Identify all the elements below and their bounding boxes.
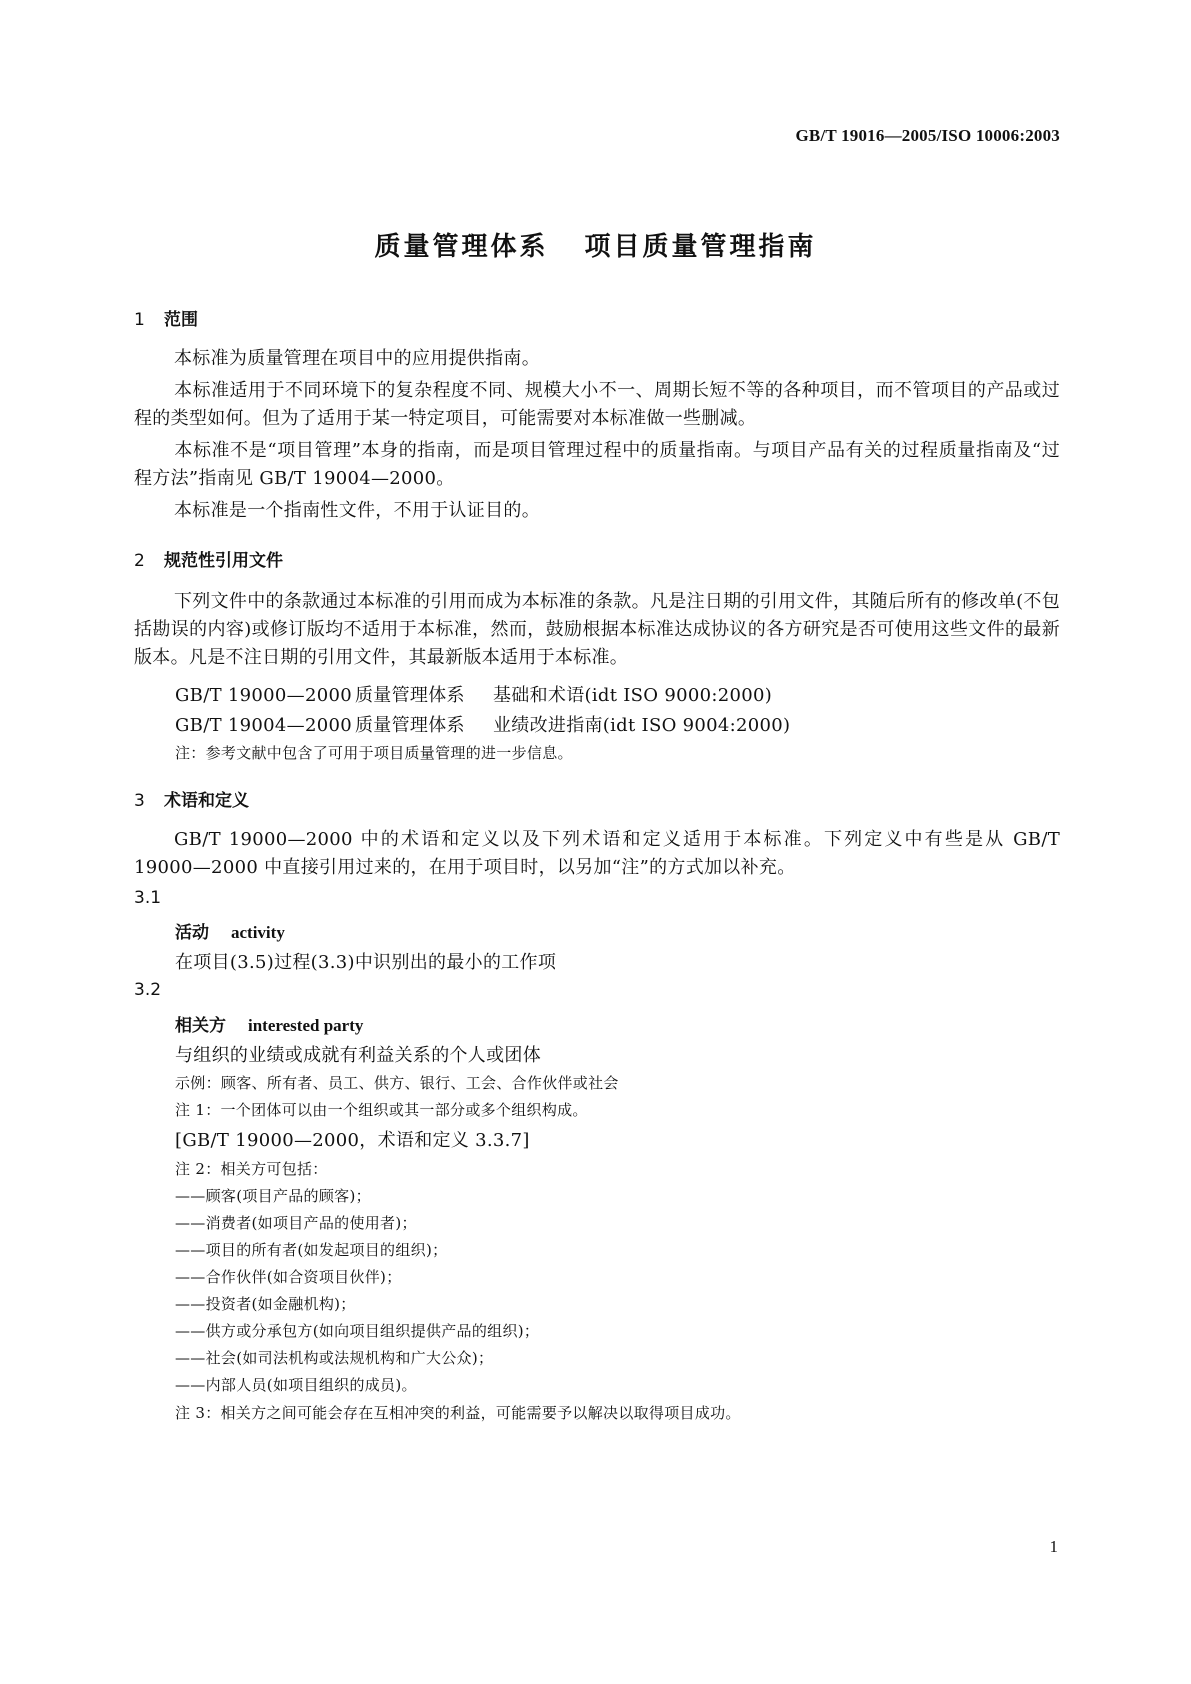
- list-item: ——内部人员(如项目组织的成员)。: [175, 1376, 417, 1394]
- section-2-para: 下列文件中的条款通过本标准的引用而成为本标准的条款。凡是注日期的引用文件，其随后所有的修改单(不包括勘误的内容)或修订版均不适用于本标准，然而，鼓励根据本标准达成协议的各方研究是否可使用这些文件的最新版本。凡是不注日期的引用文件，其最新版本适用于本标准。: [134, 591, 1060, 668]
- note-1-3-2: 注 1：一个团体可以由一个组织或其一部分或多个组织构成。: [175, 1101, 588, 1119]
- section-1-para-3: 本标准不是“项目管理”本身的指南，而是项目管理过程中的质量指南。与项目产品有关的过程质量指南及“过程方法”指南见 GB/T 19004—2000。: [134, 440, 1060, 489]
- title-part1: 质量管理体系: [374, 232, 549, 262]
- section-1-heading: 1 范围: [134, 310, 198, 330]
- standard-code: GB/T 19016—2005/ISO 10006:2003: [795, 126, 1060, 145]
- page-number: 1: [1049, 1537, 1058, 1556]
- list-item: ——投资者(如金融机构)；: [175, 1295, 356, 1313]
- list-item: ——供方或分承包方(如向项目组织提供产品的组织)；: [175, 1322, 540, 1340]
- list-item: ——合作伙伴(如合资项目伙伴)；: [175, 1268, 402, 1286]
- section-3-heading: 3 术语和定义: [134, 791, 249, 811]
- term-3-2: 相关方 interested party: [175, 1016, 364, 1036]
- clause-3-1-number: 3.1: [134, 888, 162, 908]
- example-3-2: 示例：顾客、所有者、员工、供方、银行、工会、合作伙伴或社会: [175, 1074, 619, 1092]
- term-3-1: 活动 activity: [175, 923, 285, 943]
- clause-3-2-number: 3.2: [134, 980, 162, 1000]
- note-2-3-2: 注 2：相关方可包括：: [175, 1160, 328, 1178]
- page-title: [0, 226, 1191, 263]
- title-part2: 项目质量管理指南: [584, 232, 817, 262]
- source-3-2: [GB/T 19000—2000，术语和定义 3.3.7]: [175, 1130, 530, 1151]
- list-item: ——顾客(项目产品的顾客)；: [175, 1187, 371, 1205]
- section-3-para: GB/T 19000—2000 中的术语和定义以及下列术语和定义适用于本标准。下列定义中有些是从 GB/T 19000—2000 中直接引用过来的，在用于项目时，以另加“注”的方式加以补充。: [134, 829, 1060, 878]
- section-1-para-2: 本标准适用于不同环境下的复杂程度不同、规模大小不一、周期长短不等的各种项目，而不管项目的产品或过程的类型如何。但为了适用于某一特定项目，可能需要对本标准做一些删减。: [134, 380, 1060, 429]
- section-2-note: 注：参考文献中包含了可用于项目质量管理的进一步信息。: [175, 744, 573, 762]
- list-item: ——消费者(如项目产品的使用者)；: [175, 1214, 417, 1232]
- section-1-para-4: 本标准是一个指南性文件，不用于认证目的。: [174, 500, 540, 521]
- section-2-heading: 2 规范性引用文件: [134, 551, 283, 571]
- list-item: ——项目的所有者(如发起项目的组织)；: [175, 1241, 448, 1259]
- normative-ref-1: GB/T 19000—2000 质量管理体系 基础和术语(idt ISO 9000:2000): [175, 685, 773, 706]
- definition-3-2: 与组织的业绩或成就有利益关系的个人或团体: [175, 1045, 541, 1066]
- definition-3-1: 在项目(3.5)过程(3.3)中识别出的最小的工作项: [175, 952, 557, 973]
- note-3-3-2: 注 3：相关方之间可能会存在互相冲突的利益，可能需要予以解决以取得项目成功。: [175, 1404, 741, 1422]
- normative-ref-2: GB/T 19004—2000 质量管理体系 业绩改进指南(idt ISO 9004:2000): [175, 715, 791, 736]
- list-item: ——社会(如司法机构或法规机构和广大公众)；: [175, 1349, 494, 1367]
- section-1-para-1: 本标准为质量管理在项目中的应用提供指南。: [174, 348, 540, 369]
